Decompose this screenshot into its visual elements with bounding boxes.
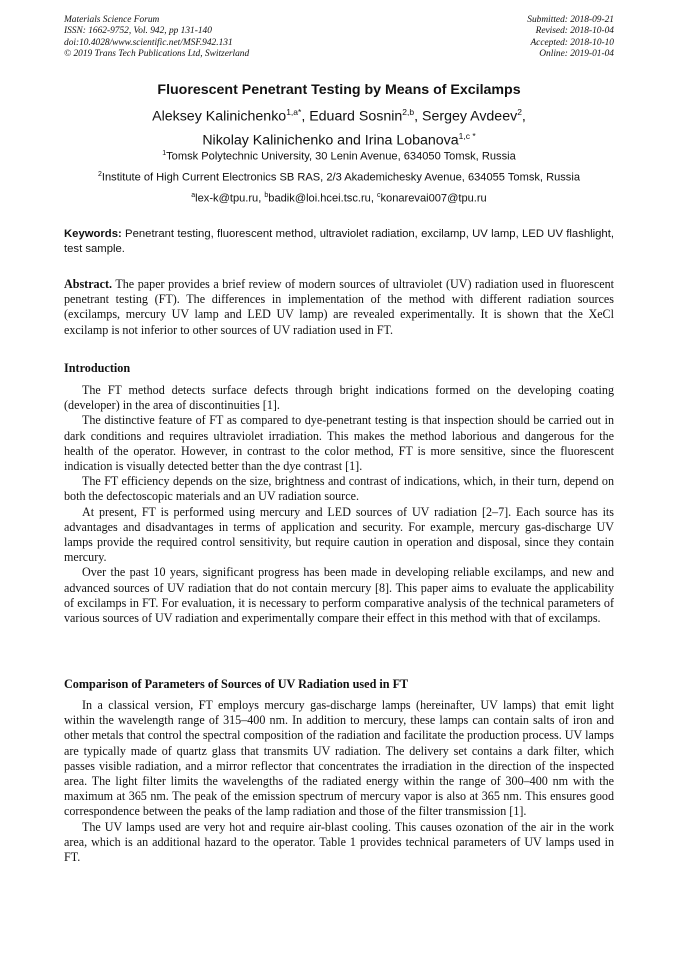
abstract-label: Abstract. xyxy=(64,277,113,291)
author-affil-mark: 2 xyxy=(517,107,522,117)
journal-name: Materials Science Forum xyxy=(64,15,160,25)
date-revised: Revised: 2018-10-04 xyxy=(535,26,614,37)
section-heading-introduction: Introduction xyxy=(64,361,131,375)
date-accepted: Accepted: 2018-10-10 xyxy=(530,37,614,48)
paragraph: The FT efficiency depends on the size, brightness and contrast of indications, which, in their turn, depend on both the defectoscopic materials and an UV radiation source. xyxy=(64,474,614,504)
journal-issn: ISSN: 1662-9752, Vol. 942, pp 131-140 xyxy=(64,26,212,37)
author-affil-mark: 1,c * xyxy=(458,130,476,141)
journal-doi[interactable]: doi:10.4028/www.scientific.net/MSF.942.131 xyxy=(64,37,233,48)
author-list: Aleksey Kalinichenko$^{1,a*}$, Eduard Sosnin$^{2,b}$, Sergey Avdeev$^2$, Nikolay Kalinichenko and Irina Lobanova$^{1,c *}$ xyxy=(152,107,526,149)
author-name: Nikolay Kalinichenko xyxy=(202,132,334,149)
author-name: Eduard Sosnin xyxy=(309,108,403,125)
publication-dates xyxy=(527,15,614,61)
journal-copyright: © 2019 Trans Tech Publications Ltd, Switzerland xyxy=(64,49,250,60)
section-heading-comparison: Comparison of Parameters of Sources of UV Radiation used in FT xyxy=(64,677,409,691)
author-name: Aleksey Kalinichenko xyxy=(152,108,287,125)
abstract xyxy=(64,277,614,338)
author-name: Sergey Avdeev xyxy=(422,108,518,125)
author-name: Irina Lobanova xyxy=(364,132,459,149)
affiliation-2: $^2$Institute of High Current Electronics SB RAS, 2/3 Akademichesky Avenue, 634055 Tomsk, Russia xyxy=(97,171,580,184)
paragraph: In a classical version, FT employs mercury gas-discharge lamps (hereinafter, UV lamps) that emit light within the wavelength range of 315–400 nm. In addition to mercury, these lamps can contain salts of iron and other metals that control the spectral composition of the radiation and facilitate the production process. UV lamps are typically made of quartz glass that transmits UV radiation. The delivery set contains a dark filter, which passes visible radiation, and a mirror reflector that concentrates the irradiation in the direction of the inspected area. The light filter limits the wavelengths of the radiated energy within the range of 300–400 nm with the maximum at 365 nm. The peak of the emission spectrum of mercury vapor is also at 365 nm. This ensures good correspondence between the peaks of the lamp radiation and those of the filter transmission [1]. xyxy=(64,698,614,819)
email-link[interactable]: lex-k@tpu.ru, xyxy=(195,192,265,205)
author-affil-mark: 1,a* xyxy=(286,107,302,117)
paragraph: At present, FT is performed using mercury and LED sources of UV radiation [2–7]. Each source has its advantages and disadvantages in terms of application and security. For example, mercury gas-discharge UV lamps provide the required control sensitivity, but require caution in operation and disposal, since they contain mercury. xyxy=(64,504,614,565)
author-affil-mark: 2,b xyxy=(402,107,415,117)
journal-info xyxy=(64,15,249,61)
introduction-body xyxy=(64,383,614,626)
date-online: Online: 2019-01-04 xyxy=(539,49,614,60)
paper-title: Fluorescent Penetrant Testing by Means of Excilamps xyxy=(157,82,521,98)
keywords-label: Keywords: xyxy=(64,228,122,240)
paragraph: The distinctive feature of FT as compared to dye-penetrant testing is that inspection should be carried out in dark conditions and requires ultraviolet irradiation. This makes the method laborious and dangerous for the health of the operator. However, in contrast to the color method, FT is more sensitive, since the fluorescent indication is visually detected better than the dye contrast [1]. xyxy=(64,413,614,474)
keywords xyxy=(64,227,614,256)
affiliation-1: $^1$Tomsk Polytechnic University, 30 Lenin Avenue, 634050 Tomsk, Russia xyxy=(162,150,516,163)
paragraph: The FT method detects surface defects through bright indications formed on the developing coating (developer) in the area of discontinuities [1]. xyxy=(64,383,614,413)
author-emails: $^a$lex-k@tpu.ru, $^b$badik@loi.hcei.tsc.ru, $^c$konarevai007@tpu.ru xyxy=(191,192,487,205)
paragraph: Over the past 10 years, significant progress has been made in developing reliable excilamps, and new and advanced sources of UV radiation that do not contain mercury [8]. This paper aims to evaluate the applicability of excilamps in FT. For evaluation, it is necessary to perform comparative analysis of the technical parameters of various sources of UV radiation and experimentally compare their effect in this method with that of excilamps. xyxy=(64,565,614,626)
paragraph: The UV lamps used are very hot and require air-blast cooling. This causes ozonation of the air in the work area, which is an additional hazard to the operator. Table 1 provides technical parameters of UV lamps used in FT. xyxy=(64,819,614,865)
date-submitted: Submitted: 2018-09-21 xyxy=(527,15,614,25)
email-link[interactable]: badik@loi.hcei.tsc.ru, xyxy=(268,192,377,205)
abstract-text: The paper provides a brief review of modern sources of ultraviolet (UV) radiation used in fluorescent penetrant testing (FT). The differences in implementation of the method with different radiation sources (excilamps, mercury UV lamp and LED UV lamp) are revealed experimentally. It is shown that the XeCl excilamp is not inferior to other sources of UV radiation used in FT. xyxy=(64,277,614,337)
comparison-body xyxy=(64,698,614,865)
keywords-text: Penetrant testing, fluorescent method, ultraviolet radiation, excilamp, UV lamp, LED UV flashlight, test sample. xyxy=(64,228,614,255)
email-link[interactable]: konarevai007@tpu.ru xyxy=(380,192,487,205)
